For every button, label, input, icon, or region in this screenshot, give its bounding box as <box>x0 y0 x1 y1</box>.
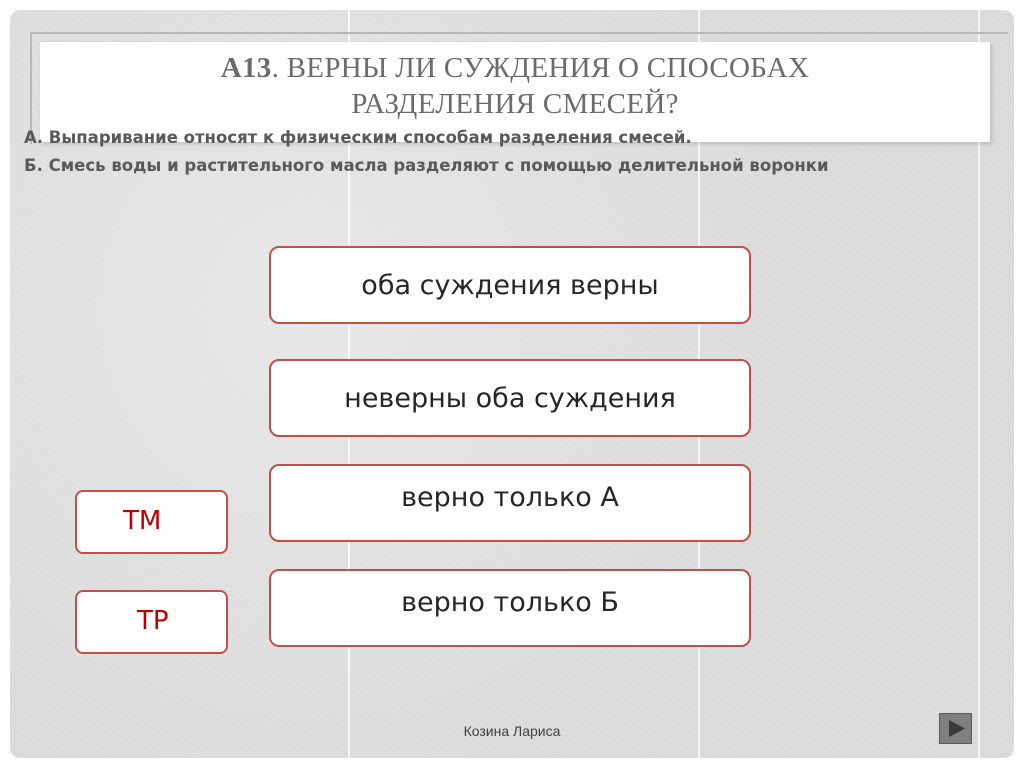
answer-label: оба суждения верны <box>361 269 659 301</box>
slide <box>10 10 1014 758</box>
answer-label: неверны оба суждения <box>344 382 676 414</box>
next-slide-button[interactable] <box>939 713 972 744</box>
statement-a: А. Выпаривание относят к физическим способам разделения смесей. <box>24 128 692 147</box>
answer-option-both-true[interactable] <box>269 246 751 324</box>
title-line-2: РАЗДЕЛЕНИЯ СМЕСЕЙ? <box>351 88 679 120</box>
answer-option-only-a[interactable] <box>269 464 751 542</box>
code-button-tr[interactable] <box>75 590 228 654</box>
title-line-1: . ВЕРНЫ ЛИ СУЖДЕНИЯ О СПОСОБАХ <box>271 52 810 84</box>
code-button-tm[interactable] <box>75 490 228 554</box>
answer-option-both-false[interactable] <box>269 359 751 437</box>
answer-label: верно только Б <box>401 587 619 618</box>
statements <box>24 124 1014 180</box>
footer-author: Козина Лариса <box>463 723 561 739</box>
question-number: А13 <box>220 52 272 84</box>
slide-title <box>50 50 980 122</box>
code-label: ТМ <box>123 506 162 536</box>
code-label: ТР <box>137 606 169 636</box>
play-triangle-icon <box>947 719 966 738</box>
answer-label: верно только А <box>401 482 619 513</box>
answer-option-only-b[interactable] <box>269 569 751 647</box>
statement-b: Б. Смесь воды и растительного масла разделяют с помощью делительной воронки <box>24 156 829 175</box>
